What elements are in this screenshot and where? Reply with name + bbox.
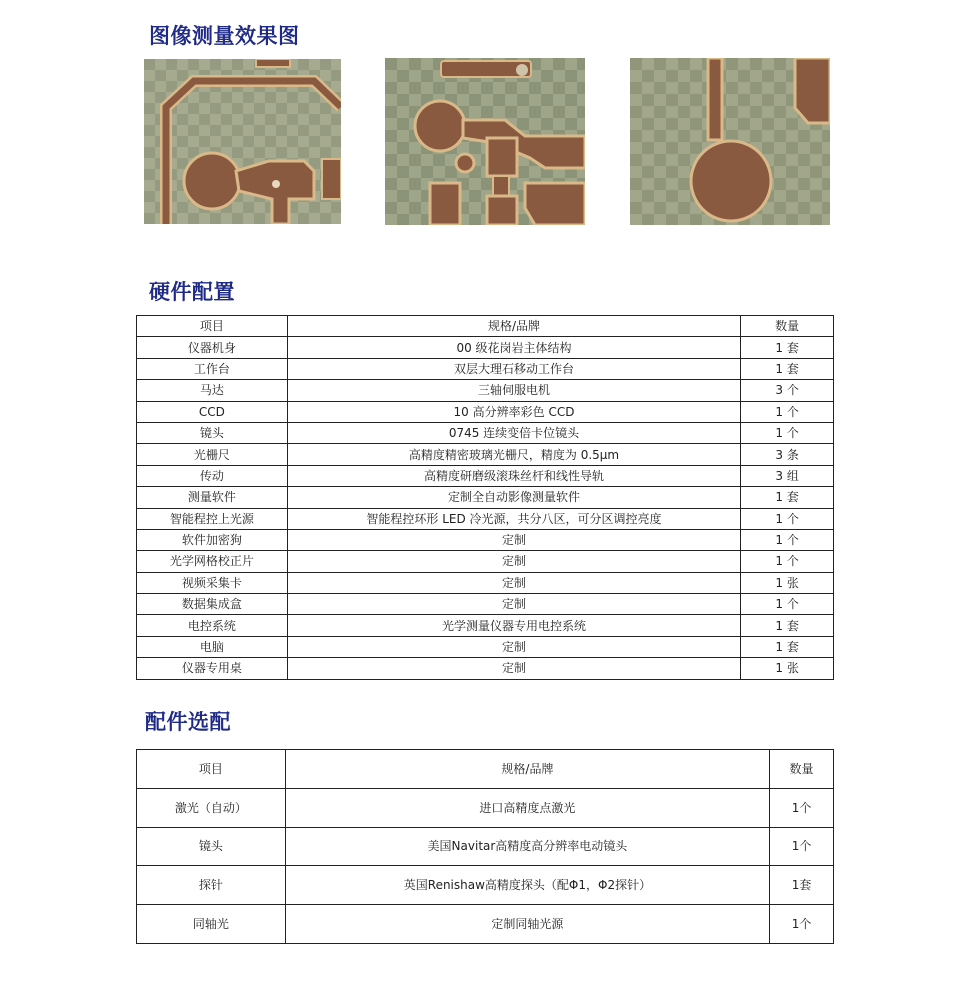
cell-spec: 定制全自动影像测量软件 <box>287 487 740 508</box>
cell-spec: 定制 <box>287 658 740 679</box>
cell-spec: 00 级花岗岩主体结构 <box>287 337 740 358</box>
accessory-options-table <box>136 749 834 944</box>
cell-item: CCD <box>137 401 288 422</box>
table-row <box>137 827 834 866</box>
table-row <box>137 508 834 529</box>
pcb-photo-3 <box>630 58 830 225</box>
cell-quantity: 3 个 <box>741 380 834 401</box>
cell-spec: 英国Renishaw高精度探头（配Φ1，Φ2探针） <box>285 866 769 905</box>
cell-spec: 0745 连续变倍卡位镜头 <box>287 422 740 443</box>
pcb-photo-2 <box>385 58 585 225</box>
cell-spec: 定制同轴光源 <box>285 905 769 944</box>
hardware-section-title: 硬件配置 <box>149 280 235 304</box>
cell-spec: 光学测量仪器专用电控系统 <box>287 615 740 636</box>
cell-spec: 定制 <box>287 572 740 593</box>
table-row <box>137 380 834 401</box>
table-header-row <box>137 316 834 337</box>
cell-item: 智能程控上光源 <box>137 508 288 529</box>
cell-item: 光栅尺 <box>137 444 288 465</box>
table-row <box>137 529 834 550</box>
cell-item: 激光（自动） <box>137 788 286 827</box>
header-quantity: 数量 <box>770 750 834 789</box>
cell-spec: 美国Navitar高精度高分辨率电动镜头 <box>285 827 769 866</box>
header-item: 项目 <box>137 750 286 789</box>
cell-item: 同轴光 <box>137 905 286 944</box>
cell-item: 测量软件 <box>137 487 288 508</box>
cell-quantity: 1 个 <box>741 529 834 550</box>
cell-item: 传动 <box>137 465 288 486</box>
table-row <box>137 658 834 679</box>
cell-quantity: 1 套 <box>741 636 834 657</box>
table-row <box>137 594 834 615</box>
cell-item: 仪器机身 <box>137 337 288 358</box>
cell-quantity: 1个 <box>770 788 834 827</box>
table-row <box>137 401 834 422</box>
cell-quantity: 1 套 <box>741 337 834 358</box>
cell-spec: 定制 <box>287 529 740 550</box>
measurement-section-title: 图像测量效果图 <box>149 24 300 48</box>
table-row <box>137 358 834 379</box>
cell-spec: 智能程控环形 LED 冷光源，共分八区，可分区调控亮度 <box>287 508 740 529</box>
table-row <box>137 337 834 358</box>
cell-item: 马达 <box>137 380 288 401</box>
cell-quantity: 1 张 <box>741 658 834 679</box>
table-row <box>137 788 834 827</box>
cell-spec: 三轴伺服电机 <box>287 380 740 401</box>
header-item: 项目 <box>137 316 288 337</box>
header-spec: 规格/品牌 <box>285 750 769 789</box>
table-row <box>137 444 834 465</box>
cell-quantity: 1 套 <box>741 615 834 636</box>
cell-item: 电控系统 <box>137 615 288 636</box>
cell-spec: 10 高分辨率彩色 CCD <box>287 401 740 422</box>
cell-spec: 定制 <box>287 594 740 615</box>
cell-quantity: 3 条 <box>741 444 834 465</box>
cell-quantity: 1 个 <box>741 422 834 443</box>
cell-item: 仪器专用桌 <box>137 658 288 679</box>
cell-quantity: 1 个 <box>741 508 834 529</box>
table-row <box>137 422 834 443</box>
table-row <box>137 636 834 657</box>
cell-item: 光学网格校正片 <box>137 551 288 572</box>
cell-quantity: 1 个 <box>741 594 834 615</box>
cell-spec: 定制 <box>287 551 740 572</box>
cell-item: 镜头 <box>137 422 288 443</box>
cell-spec: 双层大理石移动工作台 <box>287 358 740 379</box>
table-row <box>137 572 834 593</box>
table-header-row <box>137 750 834 789</box>
cell-quantity: 1 个 <box>741 401 834 422</box>
cell-quantity: 1 套 <box>741 358 834 379</box>
cell-item: 工作台 <box>137 358 288 379</box>
table-row <box>137 905 834 944</box>
cell-quantity: 1个 <box>770 827 834 866</box>
cell-item: 软件加密狗 <box>137 529 288 550</box>
cell-item: 数据集成盒 <box>137 594 288 615</box>
cell-spec: 进口高精度点激光 <box>285 788 769 827</box>
cell-quantity: 3 组 <box>741 465 834 486</box>
table-row <box>137 465 834 486</box>
cell-item: 视频采集卡 <box>137 572 288 593</box>
table-row <box>137 487 834 508</box>
cell-quantity: 1套 <box>770 866 834 905</box>
cell-item: 探针 <box>137 866 286 905</box>
pcb-photo-1 <box>144 59 341 224</box>
cell-item: 电脑 <box>137 636 288 657</box>
table-row <box>137 615 834 636</box>
cell-quantity: 1 套 <box>741 487 834 508</box>
cell-quantity: 1个 <box>770 905 834 944</box>
header-quantity: 数量 <box>741 316 834 337</box>
header-spec: 规格/品牌 <box>287 316 740 337</box>
cell-quantity: 1 张 <box>741 572 834 593</box>
cell-item: 镜头 <box>137 827 286 866</box>
accessories-section-title: 配件选配 <box>145 710 231 734</box>
cell-spec: 高精度研磨级滚珠丝杆和线性导轨 <box>287 465 740 486</box>
cell-spec: 高精度精密玻璃光栅尺，精度为 0.5μm <box>287 444 740 465</box>
cell-spec: 定制 <box>287 636 740 657</box>
cell-quantity: 1 个 <box>741 551 834 572</box>
hardware-config-table <box>136 315 834 680</box>
table-row <box>137 866 834 905</box>
table-row <box>137 551 834 572</box>
